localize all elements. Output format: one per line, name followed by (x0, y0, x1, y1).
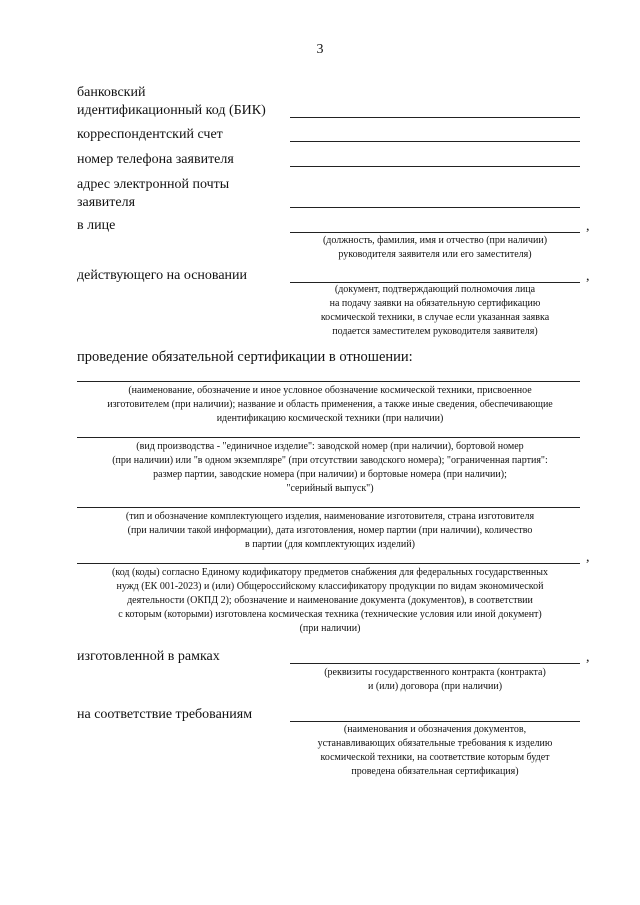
corr-account-field-line[interactable] (290, 141, 580, 142)
basis-comma: , (586, 269, 590, 284)
component-note-3: в партии (для комплектующих изделий) (245, 539, 415, 550)
requirements-field-line[interactable] (290, 721, 580, 722)
manufactured-comma: , (586, 650, 590, 665)
product-note-3: идентификацию космической техники (при наличии) (216, 413, 444, 424)
requirements-note-4: проведена обязательная сертификация) (351, 766, 519, 777)
code-note-2: нужд (ЕК 001-2023) и (или) Общероссийскому классификатору продукции по видам экономической (116, 581, 544, 592)
in-person-field-line[interactable] (290, 232, 580, 233)
manufactured-label: изготовленной в рамках (77, 649, 220, 664)
corr-account-label: корреспондентский счет (77, 127, 223, 142)
manufactured-field-line[interactable] (290, 663, 580, 664)
email-label-line1: адрес электронной почты (77, 177, 230, 192)
code-comma: , (586, 550, 590, 565)
requirements-note-2: устанавливающих обязательные требования к изделию (317, 738, 553, 749)
production-note-1: (вид производства - "единичное изделие": заводской номер (при наличии), бортовой номер (136, 441, 524, 452)
certification-heading: проведение обязательной сертификации в отношении: (77, 349, 413, 365)
product-note-1: (наименование, обозначение и иное условное обозначение космической техники, присвоенное (128, 385, 532, 396)
product-note-2: изготовителем (при наличии); название и область применения, а также иные сведения, обеспечивающие (107, 399, 553, 410)
requirements-note-3: космической техники, на соответствие которым будет (320, 752, 550, 763)
in-person-label: в лице (77, 218, 116, 233)
production-note-2: (при наличии) или "в одном экземпляре" (при отсутствии заводского номера); "ограниченная партия": (112, 455, 548, 466)
basis-label: действующего на основании (77, 268, 248, 283)
in-person-note-2: руководителя заявителя или его заместителя) (338, 249, 532, 260)
basis-note-2: на подачу заявки на обязательную сертификацию (329, 298, 541, 309)
basis-note-1: (документ, подтверждающий полномочия лица (334, 284, 536, 295)
manufactured-note-2: и (или) договора (при наличии) (367, 681, 503, 692)
product-name-field-line[interactable] (77, 381, 580, 382)
email-field-line[interactable] (290, 207, 580, 208)
component-note-2: (при наличии такой информации), дата изготовления, номер партии (при наличии), количество (127, 525, 533, 536)
production-note-3: размер партии, заводские номера (при наличии) и бортовые номера (при наличии); (153, 469, 507, 480)
requirements-note-1: (наименования и обозначения документов, (343, 724, 527, 735)
component-note-1: (тип и обозначение комплектующего изделия, наименование изготовителя, страна изготовителя (125, 511, 535, 522)
basis-note-4: подается заместителем руководителя заявителя) (332, 326, 538, 337)
code-note-4: с которым (которыми) изготовлена космическая техника (технические условия или иной документ) (118, 609, 542, 620)
component-field-line[interactable] (77, 507, 580, 508)
production-type-field-line[interactable] (77, 437, 580, 438)
production-note-4: "серийный выпуск") (286, 483, 374, 494)
email-label-line2: заявителя (77, 195, 136, 210)
code-field-line[interactable] (77, 563, 580, 564)
code-note-3: деятельности (ОКПД 2); обозначение и наименование документа (документов), в соответствии (127, 595, 533, 606)
bik-label-line1: банковский (77, 85, 146, 100)
bik-label-line2: идентификационный код (БИК) (77, 103, 266, 118)
code-note-5: (при наличии) (299, 623, 361, 634)
page-number: 3 (316, 42, 324, 57)
bik-field-line[interactable] (290, 117, 580, 118)
in-person-comma: , (586, 219, 590, 234)
in-person-note-1: (должность, фамилия, имя и отчество (при наличии) (322, 235, 548, 246)
phone-label: номер телефона заявителя (77, 152, 234, 167)
phone-field-line[interactable] (290, 166, 580, 167)
code-note-1: (код (коды) согласно Единому кодификатору предметов снабжения для федеральных государственных (112, 567, 548, 578)
manufactured-note-1: (реквизиты государственного контракта (контракта) (324, 667, 546, 678)
basis-note-3: космической техники, в случае если указанная заявка (320, 312, 550, 323)
requirements-label: на соответствие требованиям (77, 707, 253, 722)
